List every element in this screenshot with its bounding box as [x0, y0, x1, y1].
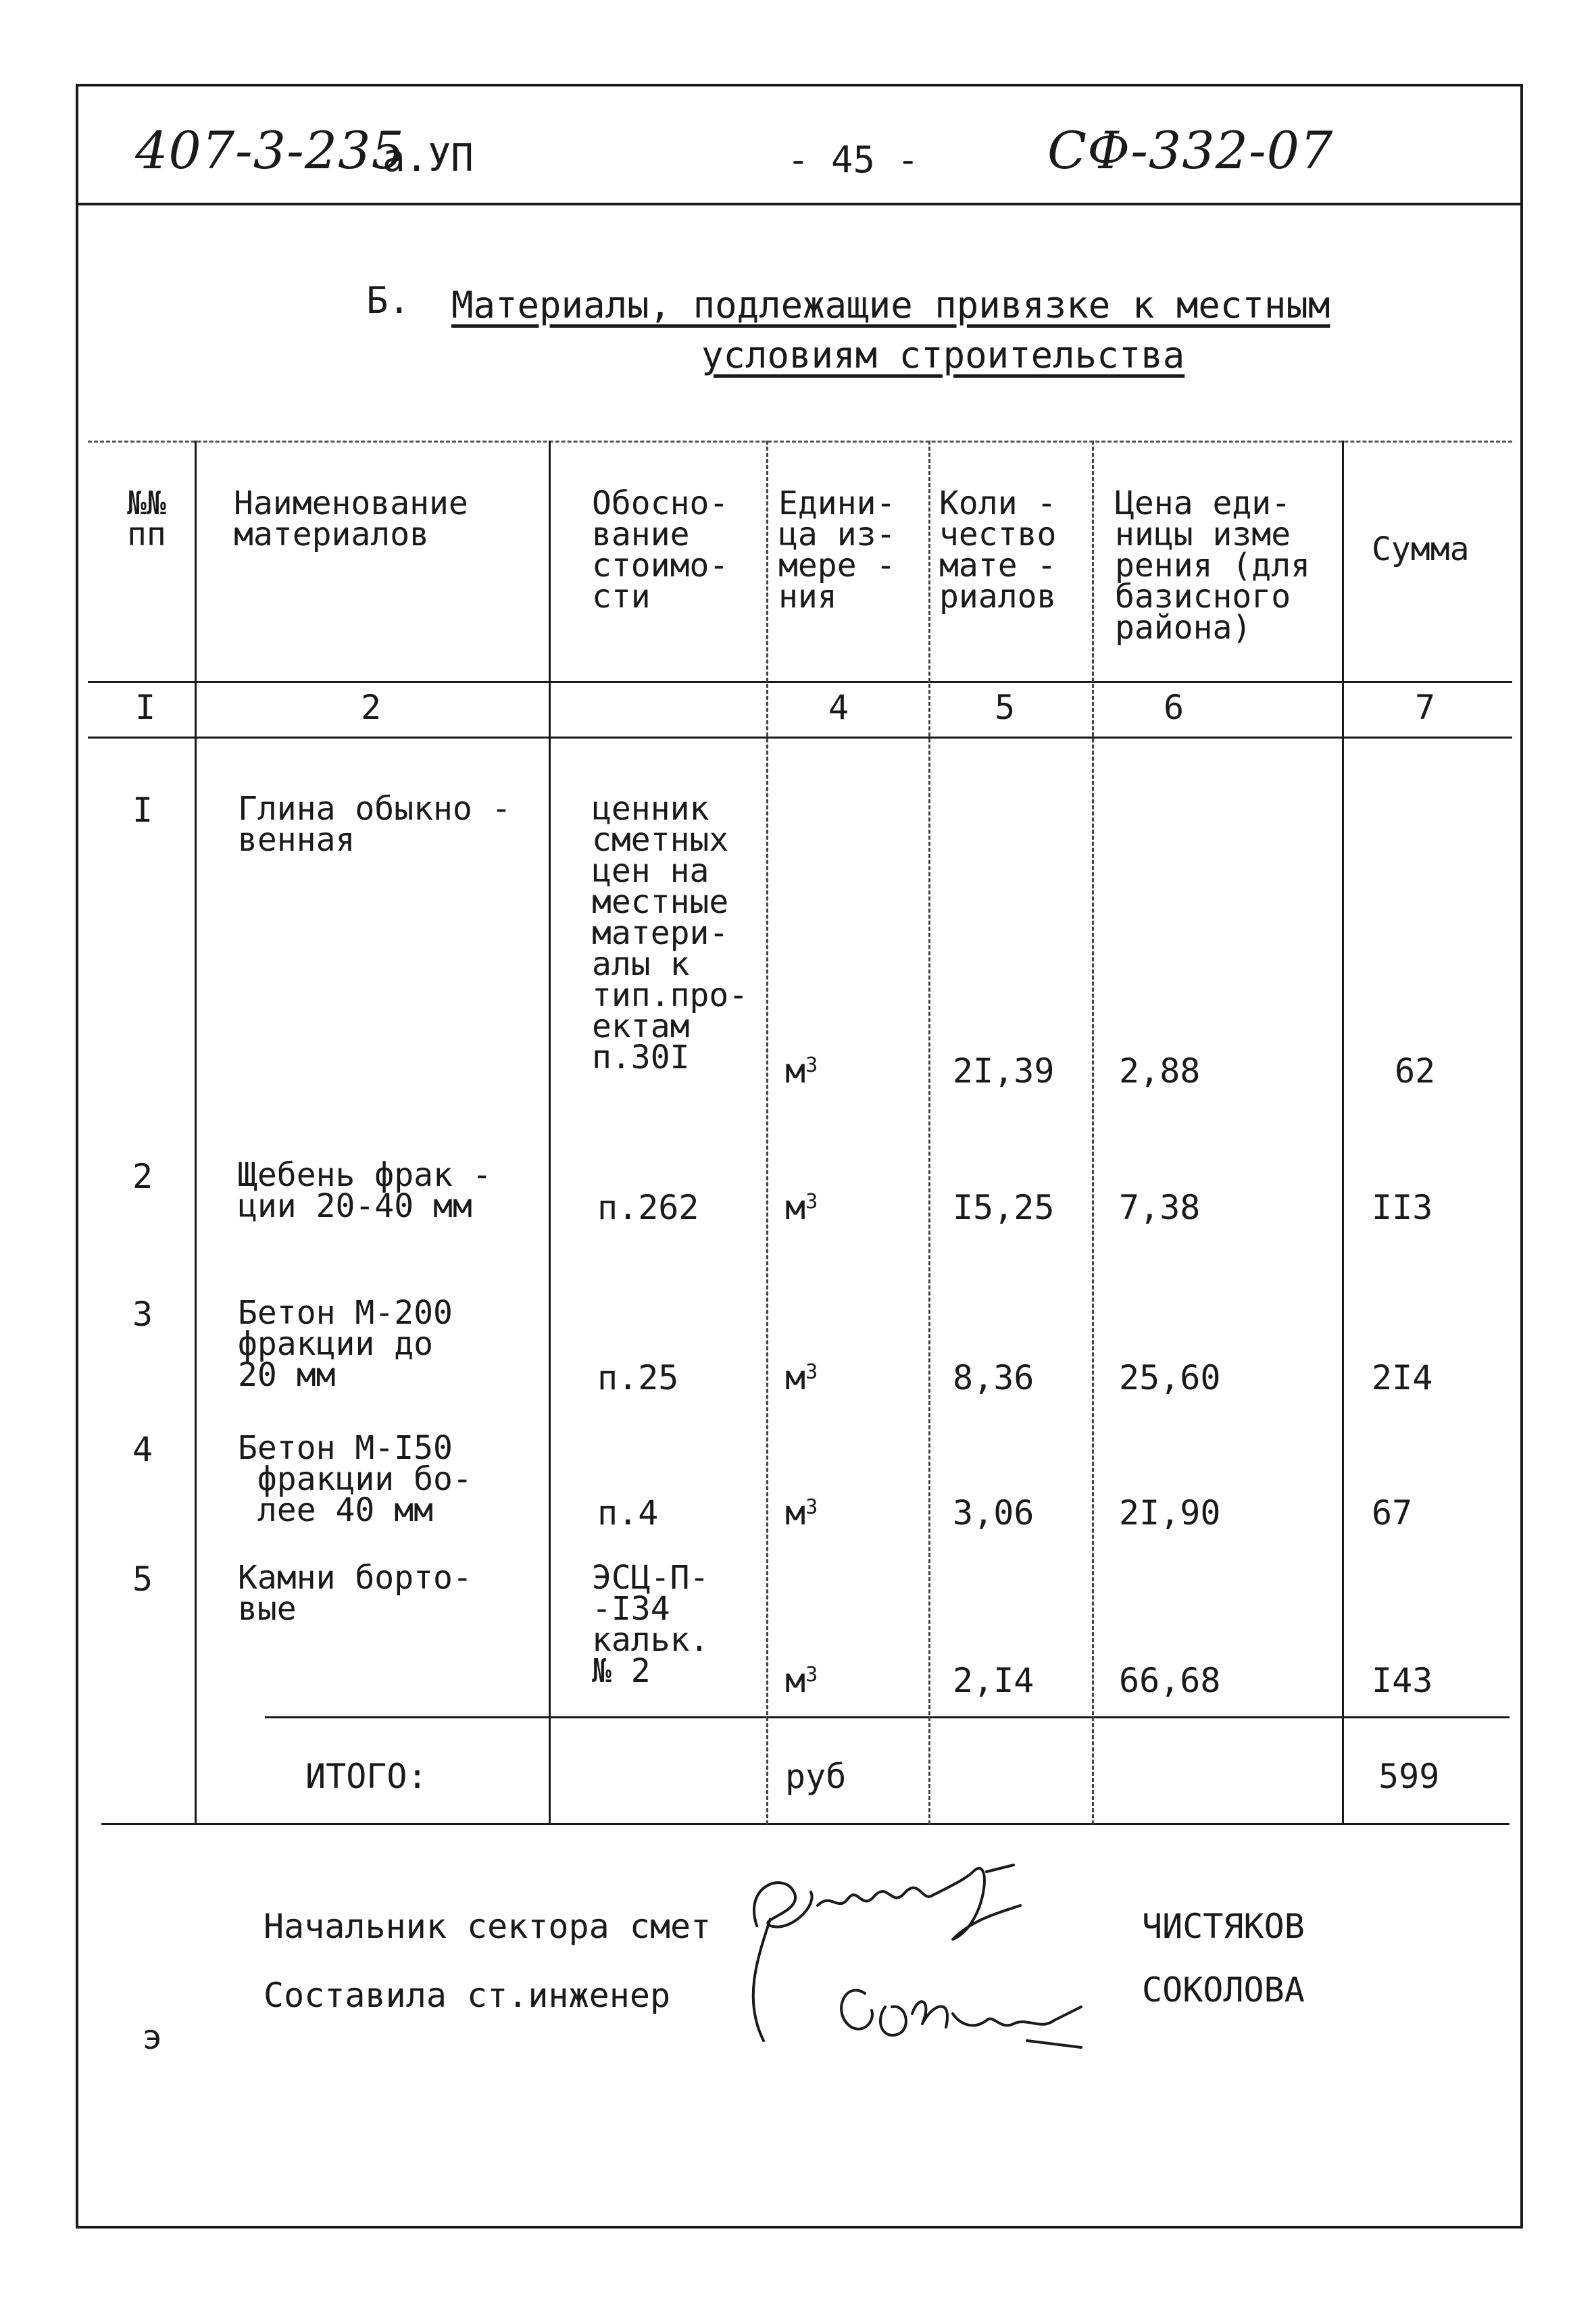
- number-body-rule: [88, 737, 1512, 739]
- col-header-quantity: Коли - чество мате - риалов: [939, 484, 1057, 616]
- col-header-name: Наименование материалов: [234, 484, 468, 553]
- col-header-unit: Едини- ца из- мере - ния: [778, 484, 896, 616]
- row-2-number: 2: [132, 1157, 153, 1196]
- margin-mark: э: [142, 2018, 163, 2057]
- column-divider-6: [1342, 441, 1344, 1824]
- row-2-name: Щебень фрак - ции 20-40 мм: [238, 1156, 492, 1225]
- row-3-basis: п.25: [597, 1358, 679, 1397]
- table-top-rule: [88, 441, 1512, 443]
- row-5-basis: ЭСЦ-П- -I34 кальк. № 2: [592, 1559, 709, 1690]
- section-letter: Б.: [366, 279, 411, 322]
- page-number: - 45 -: [787, 139, 920, 181]
- row-2-basis: п.262: [597, 1188, 699, 1227]
- section-title-line1: Материалы, подлежащие привязке к местным: [451, 284, 1330, 326]
- header-number-rule: [88, 681, 1512, 683]
- row-5-quantity: 2,I4: [953, 1661, 1034, 1700]
- row-1-number: I: [132, 791, 153, 830]
- row-5-unit: $м^3$: [785, 1661, 818, 1700]
- col-number-4: 4: [828, 688, 849, 727]
- column-divider-4: [928, 441, 930, 1824]
- row-3-sum: 2I4: [1372, 1358, 1433, 1397]
- row-1-unit-price: 2,88: [1119, 1051, 1201, 1091]
- signature-name-1: ЧИСТЯКОВ: [1142, 1907, 1305, 1946]
- row-2-quantity: I5,25: [953, 1188, 1055, 1227]
- row-3-number: 3: [132, 1295, 153, 1334]
- row-2-unit: $м^3$: [785, 1188, 818, 1227]
- row-1-basis: ценник сметных цен на местные матери- алы к тип.про- ектам п.30I: [592, 790, 749, 1076]
- signature-name-2: СОКОЛОВА: [1142, 1970, 1305, 2010]
- col-header-unit-price: Цена еди- ницы изме рения (для базисного района): [1115, 484, 1310, 647]
- col-number-1: I: [135, 688, 156, 727]
- total-unit: руб: [785, 1757, 847, 1796]
- table-bottom-rule: [101, 1823, 1510, 1825]
- col-header-basis: Обосно- вание стоимо- сти: [592, 484, 729, 616]
- row-1-name: Глина обыкно - венная: [238, 790, 512, 859]
- album-label: а.УП: [382, 136, 474, 180]
- row-1-sum: 62: [1395, 1051, 1436, 1091]
- row-4-basis: п.4: [597, 1493, 659, 1533]
- signature-role-1: Начальник сектора смет: [264, 1907, 712, 1946]
- row-4-unit: $м^3$: [785, 1493, 818, 1533]
- row-4-quantity: 3,06: [953, 1493, 1034, 1533]
- col-number-7: 7: [1415, 688, 1436, 727]
- row-3-unit: $м^3$: [785, 1358, 818, 1397]
- total-top-rule: [265, 1716, 1510, 1718]
- row-5-sum: I43: [1372, 1661, 1433, 1700]
- section-title-line2: условиям строительства: [701, 334, 1185, 376]
- row-3-unit-price: 25,60: [1119, 1358, 1221, 1397]
- column-divider-1: [195, 441, 197, 1824]
- row-3-quantity: 8,36: [953, 1358, 1034, 1397]
- row-4-sum: 67: [1372, 1493, 1413, 1533]
- header-divider: [76, 203, 1523, 205]
- row-4-unit-price: 2I,90: [1119, 1493, 1221, 1533]
- row-5-number: 5: [132, 1560, 153, 1599]
- row-5-name: Камни борто- вые: [238, 1559, 472, 1628]
- row-1-unit: $м^3$: [785, 1051, 818, 1091]
- col-number-2: 2: [361, 688, 382, 727]
- total-sum: 599: [1378, 1757, 1440, 1796]
- col-number-5: 5: [995, 688, 1016, 727]
- total-label: ИТОГО:: [305, 1757, 428, 1796]
- row-5-unit-price: 66,68: [1119, 1661, 1221, 1700]
- column-divider-5: [1092, 441, 1094, 1824]
- col-header-number: №№ пп: [127, 484, 166, 553]
- row-4-number: 4: [132, 1430, 153, 1469]
- document-code: 407-3-235: [135, 120, 405, 180]
- row-1-quantity: 2I,39: [953, 1051, 1055, 1091]
- row-2-unit-price: 7,38: [1119, 1188, 1201, 1227]
- col-number-6: 6: [1164, 688, 1184, 727]
- sheet-code: СФ-332-07: [1047, 120, 1334, 180]
- column-divider-3: [766, 441, 768, 1824]
- row-3-name: Бетон М-200 фракции до 20 мм: [238, 1294, 453, 1394]
- handwritten-signatures: [730, 1845, 1108, 2068]
- row-2-sum: II3: [1372, 1188, 1433, 1227]
- row-4-name: Бетон М-I50 фракции бо- лее 40 мм: [238, 1429, 472, 1529]
- column-divider-2: [549, 441, 551, 1824]
- signature-role-2: Составила ст.инженер: [264, 1976, 671, 2015]
- col-header-sum: Сумма: [1372, 530, 1470, 568]
